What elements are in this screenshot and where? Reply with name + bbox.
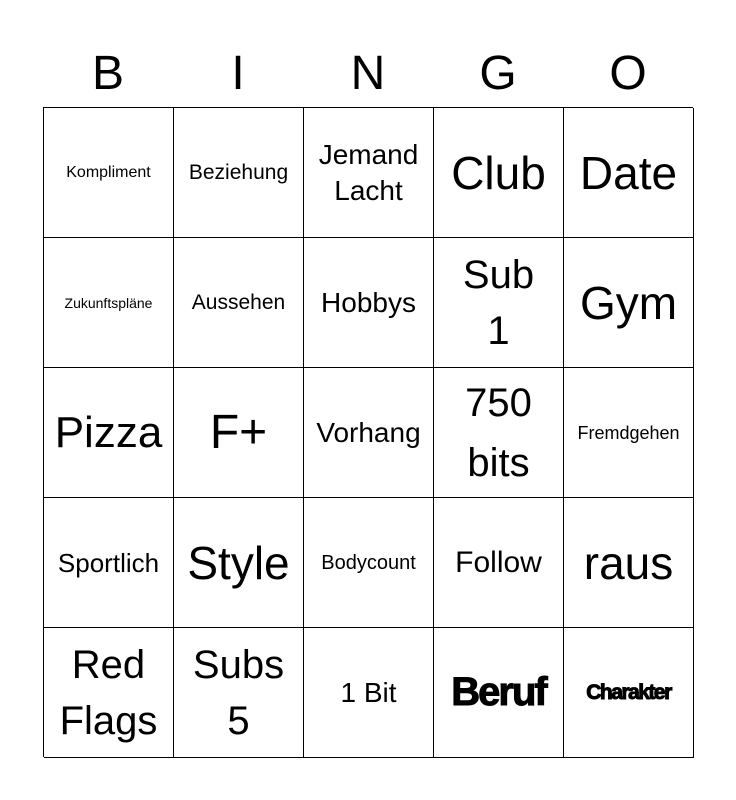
cell-label: Style xyxy=(187,536,290,589)
bingo-cell[interactable] xyxy=(434,628,564,758)
bingo-cell[interactable] xyxy=(44,498,174,628)
bingo-cell[interactable] xyxy=(174,628,304,758)
bingo-cell[interactable] xyxy=(564,238,694,368)
bingo-cell[interactable] xyxy=(44,108,174,238)
bingo-cell[interactable] xyxy=(304,498,434,628)
cell-label: 750 bits xyxy=(465,380,532,485)
bingo-cell[interactable] xyxy=(304,238,434,368)
cell-label: Aussehen xyxy=(191,290,286,314)
header-letter-b: B xyxy=(91,47,124,100)
bingo-cell[interactable] xyxy=(174,238,304,368)
header-letter-o: O xyxy=(609,47,647,100)
bingo-cell[interactable] xyxy=(44,628,174,758)
bingo-card-grid xyxy=(43,107,693,757)
cell-label: Date xyxy=(579,146,678,199)
cell-label: Vorhang xyxy=(316,416,421,448)
bingo-cell[interactable] xyxy=(174,498,304,628)
bingo-cell[interactable] xyxy=(434,238,564,368)
bingo-cell[interactable] xyxy=(304,368,434,498)
bingo-cell[interactable] xyxy=(174,108,304,238)
bingo-cell[interactable] xyxy=(564,108,694,238)
bingo-cell[interactable] xyxy=(304,628,434,758)
cell-label: Hobbys xyxy=(321,286,416,318)
cell-label: Fremdgehen xyxy=(577,422,680,443)
cell-label: raus xyxy=(583,536,674,589)
bingo-cell[interactable] xyxy=(44,238,174,368)
cell-label: Zukunftspläne xyxy=(64,294,153,311)
bingo-cell[interactable] xyxy=(44,368,174,498)
bingo-cell[interactable] xyxy=(564,498,694,628)
bingo-cell[interactable] xyxy=(564,368,694,498)
header-letter-g: G xyxy=(479,47,517,100)
cell-label: Club xyxy=(451,146,546,199)
cell-label: Sportlich xyxy=(57,547,160,578)
cell-label: Charakter xyxy=(586,680,671,704)
cell-label: Jemand Lacht xyxy=(318,138,419,206)
bingo-cell[interactable] xyxy=(174,368,304,498)
bingo-cell[interactable] xyxy=(434,108,564,238)
header-letter-i: I xyxy=(231,47,245,100)
bingo-cell[interactable] xyxy=(564,628,694,758)
bingo-header xyxy=(43,40,693,108)
cell-label: Beziehung xyxy=(188,160,289,184)
cell-label: Kompliment xyxy=(66,163,151,181)
cell-label: Gym xyxy=(579,276,678,329)
bingo-cell[interactable] xyxy=(434,368,564,498)
cell-label: Bodycount xyxy=(321,551,416,574)
cell-label: Beruf xyxy=(451,670,546,714)
bingo-cell[interactable] xyxy=(304,108,434,238)
header-letter-n: N xyxy=(350,47,386,100)
cell-label: Follow xyxy=(455,545,542,579)
cell-label: Red Flags xyxy=(59,642,158,743)
cell-label: Subs 5 xyxy=(192,642,285,743)
cell-label: 1 Bit xyxy=(340,676,397,708)
cell-label: F+ xyxy=(209,405,268,459)
cell-label: Pizza xyxy=(54,407,163,457)
bingo-cell[interactable] xyxy=(434,498,564,628)
cell-label: Sub 1 xyxy=(462,252,535,353)
